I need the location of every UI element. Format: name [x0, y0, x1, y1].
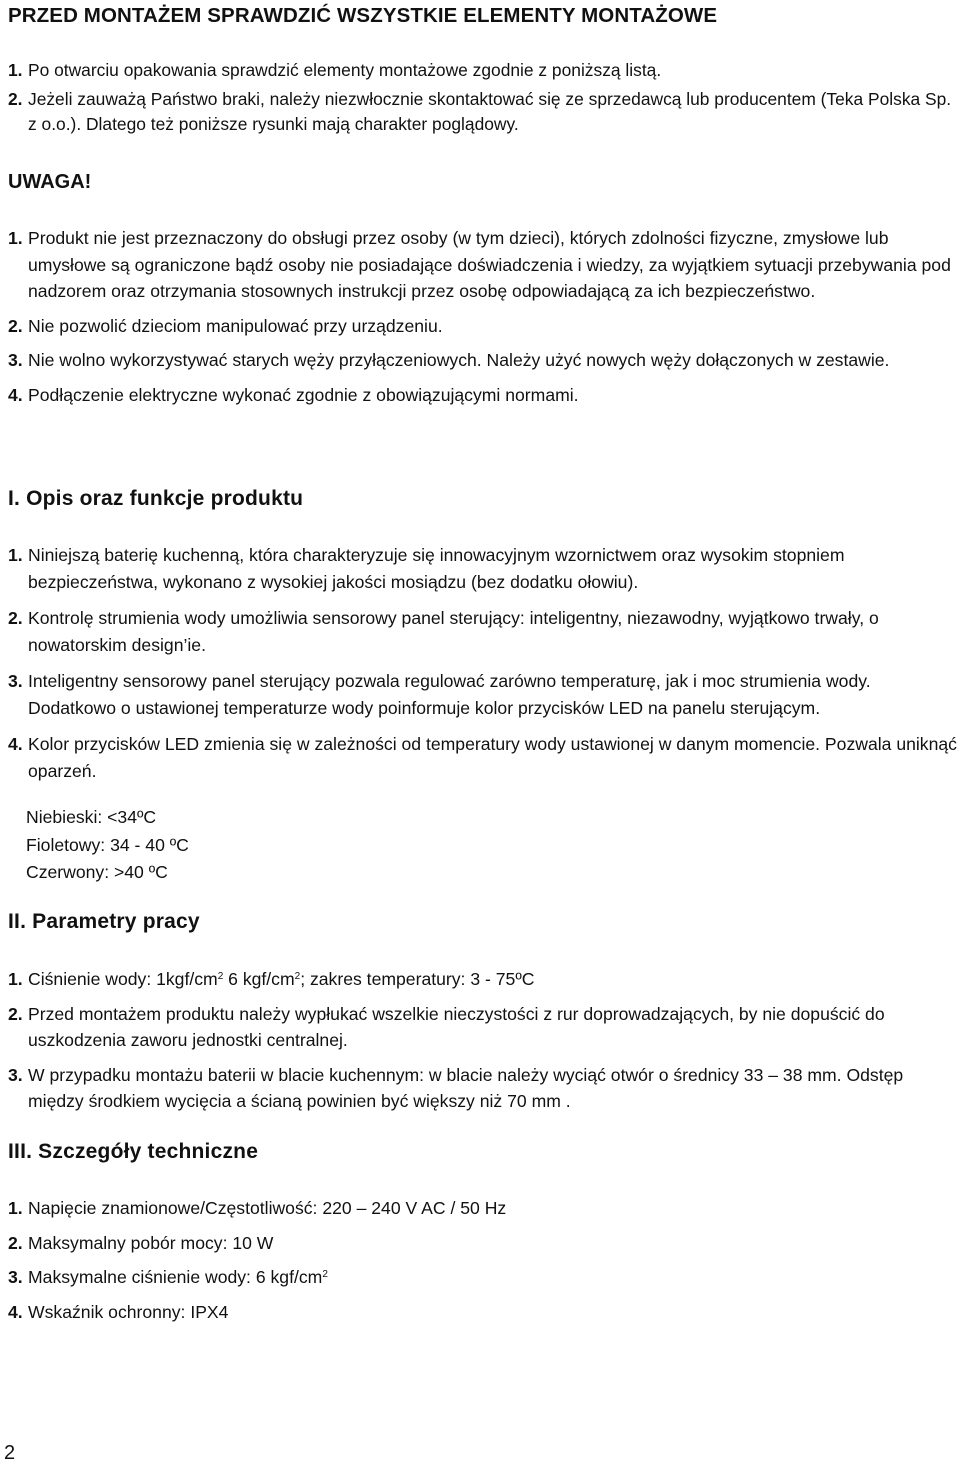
superscript: 2 [217, 971, 224, 982]
list-item [0, 1264, 960, 1291]
item-text: Przed montażem produktu należy wypłukać wszelkie nieczystości z rur doprowadzających, by nie dopuścić do uszkodzenia zaworu jednostki centralnej. [28, 1003, 885, 1050]
page-number: 2 [4, 1442, 16, 1464]
pressure-max: 6 kgf/cm [228, 969, 295, 989]
list-item [0, 1299, 960, 1326]
list-item [0, 966, 960, 993]
pressure-min: Ciśnienie wody: 1kgf/cm [28, 969, 218, 989]
list-item [0, 313, 960, 340]
list-item [0, 347, 960, 374]
section-heading-description: I. Opis oraz funkcje produktu [8, 487, 304, 510]
list-item [0, 542, 960, 595]
warning-heading: UWAGA! [8, 171, 92, 193]
item-number: 4. [8, 1301, 23, 1322]
item-text: Jeżeli zauważą Państwo braki, należy niezwłocznie skontaktować się ze sprzedawcą lub producentem (Teka Polska Sp. z o.o.). Dlatego też poniższe rysunki mają charakter poglądowy. [28, 88, 952, 134]
item-text: Kolor przycisków LED zmienia się w zależności od temperatury wody ustawionej w danym momencie. Pozwala uniknąć oparzeń. [28, 734, 957, 781]
item-number: 3. [8, 350, 23, 370]
item-number: 4. [8, 734, 23, 754]
item-text: Wskaźnik ochronny: IPX4 [28, 1301, 229, 1322]
list-item [0, 668, 960, 721]
item-text: W przypadku montażu baterii w blacie kuchennym: w blacie należy wyciąć otwór o średnicy 33 – 38 mm. Odstęp między środkiem wycięcia a ścianą powinien być większy niż 70 mm . [28, 1064, 904, 1111]
parameters-list [0, 966, 960, 1115]
item-number: 3. [8, 671, 23, 691]
list-item [0, 731, 960, 784]
item-text: Po otwarciu opakowania sprawdzić elementy montażowe zgodnie z poniższą listą. [28, 60, 662, 80]
intro-list [0, 58, 960, 138]
list-item [0, 1062, 960, 1115]
list-item [0, 1230, 960, 1257]
item-number: 2. [8, 608, 23, 628]
temp-blue: Niebieski: <34ºC [26, 807, 157, 827]
list-item [0, 1195, 960, 1222]
temperature-range: ; zakres temperatury: 3 - 75ºC [300, 969, 535, 989]
item-text: Napięcie znamionowe/Częstotliwość: 220 – 240 V AC / 50 Hz [28, 1198, 507, 1218]
item-text: Niniejszą baterię kuchenną, która charakteryzuje się innowacyjnym wzornictwem oraz wysokim stopniem bezpieczeństwa, wykonano z wysokiej jakości mosiądzu (bez dodatku ołowiu). [28, 545, 845, 592]
item-number: 3. [8, 1064, 23, 1085]
list-item [0, 58, 960, 84]
item-number: 1. [8, 969, 23, 989]
page-title: PRZED MONTAŻEM SPRAWDZIĆ WSZYSTKIE ELEMENTY MONTAŻOWE [8, 4, 718, 27]
item-text: Kontrolę strumienia wody umożliwia sensorowy panel sterujący: inteligentny, niezawodny, wyjątkowo trwały, o nowatorskim design’ie. [28, 608, 879, 655]
list-item [0, 1001, 960, 1054]
item-number: 1. [8, 1198, 23, 1218]
item-text: Maksymalne ciśnienie wody: 6 kgf/cm [28, 1267, 323, 1287]
list-item [0, 382, 960, 409]
technical-list [0, 1195, 960, 1325]
item-number: 2. [8, 1003, 23, 1024]
item-number: 2. [8, 1232, 23, 1253]
section-heading-technical: III. Szczegóły techniczne [8, 1140, 259, 1163]
list-item [0, 87, 960, 138]
superscript: 2 [322, 1269, 328, 1280]
item-text: Podłączenie elektryczne wykonać zgodnie z obowiązującymi normami. [28, 384, 579, 405]
list-item [0, 225, 960, 305]
item-text: Nie pozwolić dzieciom manipulować przy urządzeniu. [28, 315, 443, 336]
description-list [0, 542, 960, 784]
superscript: 2 [294, 971, 301, 982]
temp-red: Czerwony: >40 ºC [26, 862, 168, 882]
list-item [0, 605, 960, 658]
item-number: 4. [8, 384, 23, 405]
item-number: 1. [8, 60, 23, 80]
item-text: Produkt nie jest przeznaczony do obsługi przez osoby (w tym dzieci), których zdolności fizyczne, zmysłowe lub umysłowe są ograniczone bądź osoby nie posiadające doświadczenia i wiedzy, za wyjątkiem sytuacji przebywania pod nadzorem oraz otrzymania stosownych instrukcji przez osobę odpowiadającą za ich bezpieczeństwo. [28, 228, 951, 301]
temp-violet: Fioletowy: 34 - 40 ºC [26, 835, 189, 855]
item-number: 1. [8, 545, 23, 565]
item-number: 2. [8, 88, 23, 109]
item-number: 2. [8, 315, 23, 336]
warning-list [0, 225, 960, 408]
item-text: Maksymalny pobór mocy: 10 W [28, 1232, 274, 1253]
item-number: 1. [8, 228, 23, 248]
item-number: 3. [8, 1267, 23, 1287]
section-heading-parameters: II. Parametry pracy [8, 910, 200, 933]
item-text: Inteligentny sensorowy panel sterujący pozwala regulować zarówno temperaturę, jak i moc strumienia wody. Dodatkowo o ustawionej temperaturze wody poinformuje kolor przycisków LED na panelu sterującym. [28, 671, 871, 718]
item-text: Nie wolno wykorzystywać starych węży przyłączeniowych. Należy użyć nowych węży dołączonych w zestawie. [28, 350, 890, 370]
